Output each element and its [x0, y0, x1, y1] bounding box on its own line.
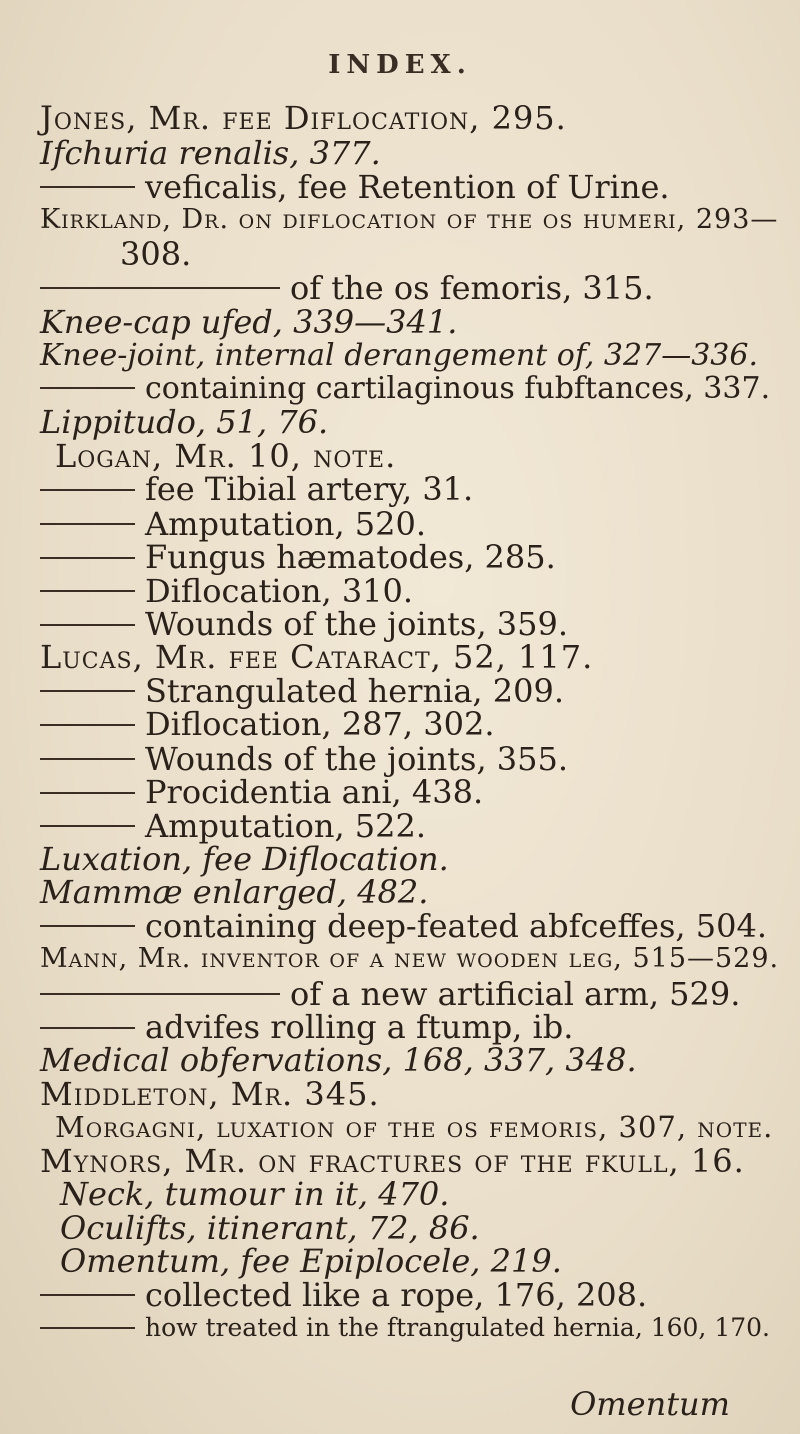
index-entry [40, 941, 779, 977]
entry-text: Wounds of the joints, 355. [145, 739, 569, 778]
index-entry [40, 1076, 380, 1112]
page-header: INDEX. [328, 50, 472, 80]
entry-text: advifes rolling a ftump, ib. [145, 1008, 574, 1047]
index-entry [40, 606, 568, 642]
entry-text: Medical obfervations, 168, 337, 348. [40, 1041, 637, 1080]
ditto-dash [40, 287, 280, 289]
index-entry [40, 706, 494, 742]
entry-text: containing cartilaginous fubftances, 337. [145, 371, 771, 407]
ditto-dash [40, 1294, 135, 1296]
entry-text: Procidentia ani, 438. [145, 773, 484, 812]
entry-text: Mynors, Mr. on fractures of the fkull, 16. [40, 1141, 745, 1180]
index-entry [40, 1143, 745, 1179]
ditto-dash [40, 590, 135, 592]
entry-text: containing deep-feated abfceffes, 504. [145, 906, 767, 945]
entry-text: Knee-joint, internal derangement of, 327—336. [40, 337, 758, 373]
index-entry [40, 304, 457, 340]
index-entry [40, 1277, 647, 1313]
ditto-dash [40, 1027, 135, 1029]
index-entry [40, 673, 564, 709]
entry-text: Logan, Mr. 10, note. [55, 436, 397, 475]
ditto-dash [40, 523, 135, 525]
entry-text: Morgagni, luxation of the os femoris, 307, note. [55, 1110, 774, 1145]
ditto-dash [40, 186, 135, 188]
index-entry [40, 169, 670, 205]
ditto-dash [40, 993, 280, 995]
index-entry [40, 471, 473, 507]
index-entry [120, 236, 191, 272]
entry-text: Fungus hæmatodes, 285. [145, 538, 556, 577]
index-entry [40, 135, 381, 171]
index-entry [40, 976, 740, 1012]
index-entry [40, 639, 593, 675]
entry-text: how treated in the ftrangulated hernia, 160, 170. [145, 1313, 770, 1342]
entry-text: Diflocation, 310. [145, 571, 414, 610]
index-entry [55, 438, 396, 474]
index-entry [40, 506, 426, 542]
index-entry [40, 404, 328, 440]
index-entry [40, 338, 758, 374]
entry-text: Lippitudo, 51, 76. [40, 403, 329, 442]
entry-text: of a new artificial arm, 529. [290, 974, 741, 1013]
index-entry [40, 841, 449, 877]
index-entry [40, 741, 568, 777]
ditto-dash [40, 489, 135, 491]
ditto-dash [40, 387, 135, 389]
entry-text: 308. [120, 235, 192, 274]
entry-text: of the os femoris, 315. [290, 268, 654, 307]
entry-text: Lucas, Mr. fee Cataract, 52, 117. [40, 638, 594, 677]
entry-text: Neck, tumour in it, 470. [60, 1175, 450, 1214]
entry-text: Ifchuria renalis, 377. [40, 134, 381, 173]
catchword: Omentum [570, 1385, 730, 1423]
entry-text: Omentum, fee Epiplocele, 219. [60, 1242, 562, 1281]
entry-text: Middleton, Mr. 345. [40, 1074, 380, 1113]
index-entry [40, 539, 556, 575]
entry-text: Knee-cap ufed, 339—341. [40, 303, 458, 342]
entry-text: Strangulated hernia, 209. [145, 671, 564, 710]
index-entry [40, 874, 428, 910]
entry-text: Amputation, 520. [145, 504, 427, 543]
index-entry [60, 1210, 480, 1246]
entry-text: Luxation, fee Diflocation. [40, 839, 449, 878]
ditto-dash [40, 557, 135, 559]
index-entry [40, 202, 778, 238]
entry-text: Mann, Mr. inventor of a new wooden leg, 515—529. [40, 943, 780, 975]
entry-text: Oculifts, itinerant, 72, 86. [60, 1208, 480, 1247]
entry-text: Wounds of the joints, 359. [145, 605, 569, 643]
index-entry [40, 1009, 573, 1045]
index-entry [40, 1310, 770, 1346]
ditto-dash [40, 825, 135, 827]
index-entry [40, 908, 767, 944]
index-entry [55, 1109, 773, 1145]
entry-text: Jones, Mr. fee Diflocation, 295. [40, 99, 567, 137]
entry-text: collected like a rope, 176, 208. [145, 1275, 648, 1314]
entry-text: Diflocation, 287, 302. [145, 705, 495, 744]
ditto-dash [40, 925, 135, 927]
entry-text: Mammæ enlarged, 482. [40, 873, 429, 912]
ditto-dash [40, 758, 135, 760]
index-entry [60, 1243, 562, 1279]
ditto-dash [40, 792, 135, 794]
ditto-dash [40, 724, 135, 726]
index-entry [60, 1176, 449, 1212]
index-entry [40, 774, 483, 810]
ditto-dash [40, 1327, 135, 1329]
index-entry [40, 808, 426, 844]
entry-text: fee Tibial artery, 31. [145, 470, 474, 509]
entry-text: veficalis, fee Retention of Urine. [145, 167, 670, 206]
index-entry [40, 1042, 637, 1078]
ditto-dash [40, 624, 135, 626]
index-entry [40, 573, 413, 609]
entry-text: Amputation, 522. [145, 806, 427, 845]
index-entry [40, 100, 567, 136]
index-entry [40, 270, 654, 306]
index-entry [40, 371, 770, 407]
entry-text: Kirkland, Dr. on diflocation of the os humeri, 293— [40, 204, 779, 236]
ditto-dash [40, 690, 135, 692]
